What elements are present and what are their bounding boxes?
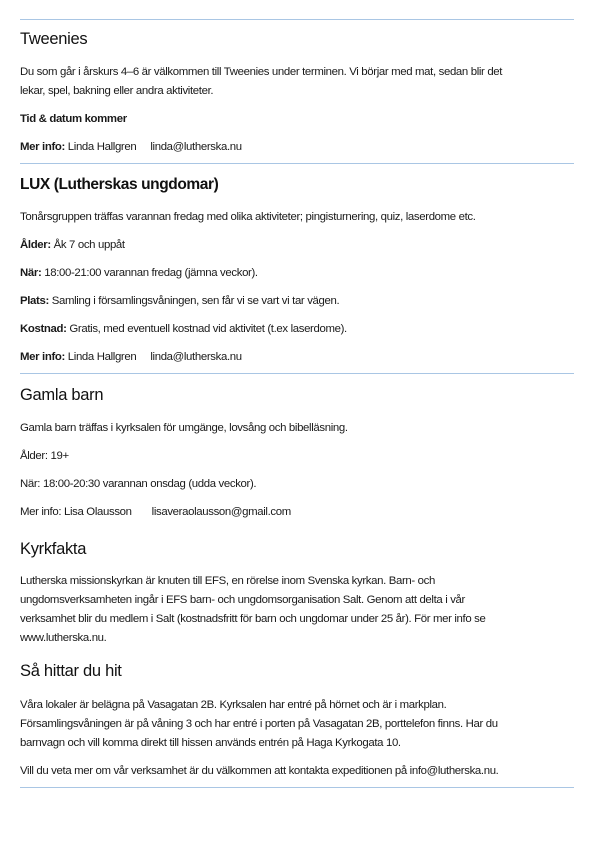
gamla-barn-age <box>20 447 69 465</box>
when-value: 18:00-21:00 varannan fredag (jämna veckor). <box>44 267 258 279</box>
info-email-link[interactable]: lisaveraolausson@gmail.com <box>151 506 291 518</box>
divider <box>20 163 574 164</box>
cost-value: Gratis, med eventuell kostnad vid aktivitet (t.ex laserdome). <box>69 323 347 335</box>
lux-info <box>20 348 242 366</box>
divider <box>20 373 574 374</box>
tweenies-body-line: Du som går i årskurs 4–6 är välkommen till Tweenies under terminen. Vi börjar med mat, sedan blir det <box>20 66 503 78</box>
lux-when <box>20 264 258 282</box>
tweenies-info <box>20 138 242 156</box>
gamla-barn-body: Gamla barn träffas i kyrksalen för umgänge, lovsång och bibelläsning. <box>20 422 348 434</box>
lux-body: Tonårsgruppen träffas varannan fredag med olika aktiviteter; pingisturnering, quiz, laserdome etc. <box>20 211 476 223</box>
section-title-kyrkfakta: Kyrkfakta <box>20 540 87 558</box>
lux-place <box>20 292 339 310</box>
age-value: 19+ <box>50 450 69 462</box>
info-name: Linda Hallgren <box>67 141 137 153</box>
date-note-label: Tid & datum kommer <box>20 113 127 125</box>
age-label: Ålder: <box>20 450 48 462</box>
kyrkfakta-line: www.lutherska.nu. <box>20 632 107 644</box>
tweenies-body-line: lekar, spel, bakning eller andra aktiviteter. <box>20 85 214 97</box>
place-label: Plats: <box>20 295 49 307</box>
divider <box>20 787 574 788</box>
info-label: Mer info: <box>20 506 62 518</box>
kyrkfakta-line: ungdomsverksamheten ingår i EFS barn- och ungdomsorganisation Salt. Genom att delta i vår <box>20 594 465 606</box>
kyrkfakta-line: verksamhet blir du medlem i Salt (kostnadsfritt för barn och ungdomar under 25 år). För mer info se <box>20 613 486 625</box>
hitta-line: Församlingsvåningen är på våning 3 och har entré i porten på Vasagatan 2B, porttelefon finns. Har du <box>20 718 498 730</box>
lux-cost <box>20 320 347 338</box>
info-label: Mer info: <box>20 141 65 153</box>
hitta-line: barnvagn och vill komma direkt till hissen används entrén på Haga Kyrkogata 10. <box>20 737 401 749</box>
tweenies-date-note <box>20 110 127 128</box>
lux-age <box>20 236 125 254</box>
info-email-link[interactable]: linda@lutherska.nu <box>150 351 242 363</box>
section-title-tweenies: Tweenies <box>20 30 88 48</box>
hitta-contact: Vill du veta mer om vår verksamhet är du välkommen att kontakta expeditionen på info@lutherska.nu. <box>20 765 499 777</box>
hitta-line: Våra lokaler är belägna på Vasagatan 2B. Kyrksalen har entré på hörnet och är i markplan. <box>20 699 447 711</box>
divider <box>20 19 574 20</box>
gamla-barn-info <box>20 503 291 521</box>
gamla-barn-when <box>20 475 256 493</box>
cost-label: Kostnad: <box>20 323 67 335</box>
info-name: Lisa Olausson <box>64 506 132 518</box>
section-title-gamla-barn: Gamla barn <box>20 386 104 404</box>
age-label: Ålder: <box>20 239 51 251</box>
when-value: 18:00-20:30 varannan onsdag (udda veckor). <box>42 478 257 490</box>
section-title-lux: LUX (Lutherskas ungdomar) <box>20 176 219 193</box>
when-label: När: <box>20 267 42 279</box>
kyrkfakta-line: Lutherska missionskyrkan är knuten till EFS, en rörelse inom Svenska kyrkan. Barn- och <box>20 575 435 587</box>
info-name: Linda Hallgren <box>67 351 137 363</box>
section-title-hitta: Så hittar du hit <box>20 662 122 680</box>
info-label: Mer info: <box>20 351 65 363</box>
when-label: När: <box>20 478 41 490</box>
info-email-link[interactable]: linda@lutherska.nu <box>150 141 242 153</box>
age-value: Åk 7 och uppåt <box>53 239 125 251</box>
place-value: Samling i församlingsvåningen, sen får vi se vart vi tar vägen. <box>51 295 340 307</box>
